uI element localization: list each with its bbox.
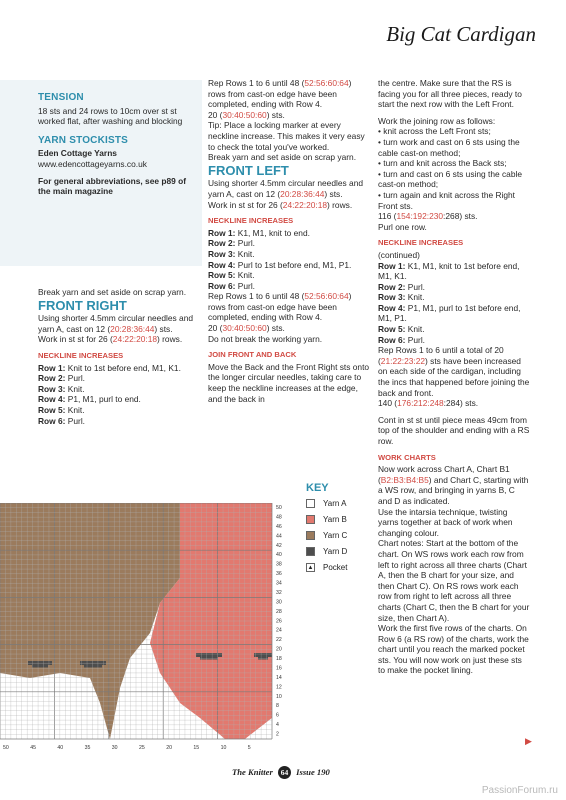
front-right-cast-on: Using shorter 4.5mm circular needles and yarn A, cast on 12 (20:28:36:44) sts. [38,313,194,334]
row-instruction: Row 5: Knit. [378,324,425,335]
break-yarn-text: Break yarn and set aside on scrap yarn. [38,287,187,297]
front-left-column [208,78,370,404]
y-tick-label: 26 [276,618,282,625]
join-heading: JOIN FRONT AND BACK [208,350,297,360]
y-tick-label: 32 [276,589,282,596]
no-break-text: Do not break the working yarn. [208,333,323,344]
yarn-d-mark [84,665,102,668]
row-instruction: Row 4: P1, M1, purl to 1st before end, M1, P1. [378,302,521,324]
pocket-icon: ▲ [307,565,314,571]
key-heading: KEY [306,482,329,494]
stitch-count: 20 (30:40:50:60) sts. [208,109,285,120]
y-tick-label: 38 [276,561,282,568]
bullet-item: • turn again and knit across the Right Front sts. [378,189,516,211]
repeat-text: Rep Rows 1 to 6 until 48 (52:56:60:64) rows from cast-on edge have been completed, ending with Row 4. [208,78,352,110]
info-column [38,90,198,197]
row-instruction: Row 2: Purl. [38,373,86,384]
row-instruction: Row 5: Knit. [208,270,255,281]
intarsia-text: Use the intarsia technique, twisting yarns together at back of work when changing colour. [378,506,513,538]
row-instruction: Row 1: Knit to 1st before end, M1, K1. [38,362,181,373]
x-tick-label: 40 [57,745,64,751]
yarn-d-mark [28,661,52,665]
stockist-name: Eden Cottage Yarns [38,148,117,159]
pocket-text: Work the first five rows of the charts. On Row 6 (a RS row) of the charts, work the chart until you reach the marked pocket sts. You will now work on just these sts to make the pocket lining. [378,623,529,676]
y-tick-label: 42 [276,542,282,549]
x-tick-label: 25 [139,745,145,751]
y-tick-label: 46 [276,523,282,530]
front-right-work: Work in st st for 26 (24:22:20:18) rows. [38,334,183,345]
swatch [306,547,315,556]
row-instruction: Row 4: P1, M1, purl to end. [38,394,141,405]
page-number-badge: 64 [278,766,291,779]
y-tick-label: 30 [276,599,282,606]
y-tick-label: 10 [276,693,282,700]
row-instruction: Row 1: K1, M1, knit to end. [208,227,310,238]
work-charts-text: Now work across Chart A, Chart B1 (B2:B3:B4:B5) and Chart C, starting with a WS row, and bringing in yarns B, C and D as indicated. [378,464,529,506]
front-left-work: Work in st st for 26 (24:22:20:18) rows. [208,199,353,210]
repeat-text: Rep Rows 1 to 6 until 48 (52:56:60:64) rows from cast-on edge have been completed, ending with Row 4. [208,291,352,323]
repeat-text: Rep Rows 1 to 6 until a total of 20 (21:22:23:22) sts have been increased on each side of the cardigan, including the incs that happened before joining the back and front. [378,345,530,398]
purl-row-text: Purl one row. [378,221,427,232]
row-instruction: Row 2: Purl. [378,281,426,292]
tension-text: 18 sts and 24 rows to 10cm over st st worked flat, after washing and blocking [38,105,183,127]
row-instruction: Row 4: Purl to 1st before end, M1, P1. [208,259,352,270]
yarn-d-mark [196,653,222,657]
stockists-heading: YARN STOCKISTS [38,134,129,146]
watermark: PassionForum.ru [481,785,558,796]
abbreviations-note: For general abbreviations, see p89 of the main magazine [38,175,187,197]
stitch-count: 140 (176:212:248:284) sts. [378,398,479,409]
y-tick-label: 28 [276,608,282,615]
bullet-item: • turn and knit across the Back sts; [378,158,507,169]
join-text: Move the Back and the Front Right sts onto the longer circular needles, taking care to keep the neckline increases at the edge, and the back in [208,361,370,404]
x-tick-label: 30 [111,745,118,751]
y-tick-label: 8 [276,703,279,710]
x-tick-label: 5 [247,745,251,751]
key-item-yarn-d: Yarn D [306,547,347,557]
key-item-yarn-a: Yarn A [306,499,346,509]
row-instruction: Row 3: Knit. [208,248,255,259]
y-tick-label: 18 [276,656,282,663]
row-instruction: Row 1: K1, M1, knit to 1st before end, M1, K1. [378,260,520,282]
front-left-cast-on: Using shorter 4.5mm circular needles and yarn A, cast on 12 (20:28:36:44) sts. [208,178,364,199]
x-tick-label: 50 [3,745,9,751]
join-continue-text: the centre. Make sure that the RS is facing you for all three pieces, ready to start the next row with the Left Front. [378,78,522,110]
front-left-heading: FRONT LEFT [208,162,289,178]
y-tick-label: 6 [276,712,279,719]
y-tick-label: 2 [276,731,279,738]
chart-notes-text: Chart notes: Start at the bottom of the chart. On WS rows work each row from left to right across all three charts (Chart A, then the B chart for your size, and then Chart C). On RS rows work each row from right to left across all three charts (Chart C, then the B chart for your size, then Chart A). [378,538,530,623]
bullet-item: • knit across the Left Front sts; [378,126,491,137]
front-right-heading: FRONT RIGHT [38,297,127,313]
joining-row-intro: Work the joining row as follows: [378,115,496,126]
y-tick-label: 24 [276,627,282,634]
bullet-item: • turn and cast on 6 sts using the cable cast-on method; [378,168,522,190]
yarn-d-mark [32,665,48,668]
y-tick-label: 14 [276,674,282,681]
row-instruction: Row 6: Purl. [208,280,256,291]
row-instruction: Row 3: Knit. [38,383,85,394]
row-instruction: Row 3: Knit. [378,292,425,303]
y-tick-label: 34 [276,580,282,587]
y-tick-label: 16 [276,665,282,672]
break-yarn-text: Break yarn and set aside on scrap yarn. [208,152,357,163]
y-tick-label: 20 [276,646,282,653]
neckline-heading: NECKLINE INCREASES [38,350,124,360]
yarn-d-mark [254,653,272,657]
key-item-pocket: ▲ Pocket [307,563,348,572]
continue-arrow-icon: ▶ [525,736,532,746]
key-item-yarn-c: Yarn C [306,531,347,541]
colour-chart [0,503,300,755]
x-tick-label: 35 [84,745,91,751]
y-tick-label: 12 [276,684,282,691]
swatch [306,499,315,508]
instructions-column [378,78,530,676]
continue-text: Cont in st st until piece meas 49cm from top of the shoulder and ending with a RS row. [378,414,530,446]
row-instruction: Row 6: Purl. [378,334,426,345]
chart-svg [0,503,300,755]
front-right-column [38,287,198,426]
y-tick-label: 40 [276,552,282,559]
y-tick-label: 48 [276,514,282,521]
x-tick-label: 45 [30,745,36,751]
y-tick-label: 50 [276,505,282,511]
yarn-d-mark [80,661,106,665]
y-tick-label: 36 [276,571,282,578]
bullet-item: • turn work and cast on 6 sts using the cable cast-on method; [378,136,520,158]
tension-heading: TENSION [38,92,84,103]
row-instruction: Row 6: Purl. [38,415,86,426]
x-tick-label: 20 [166,745,172,751]
swatch [306,531,315,540]
stockist-url[interactable]: www.edencottageyarns.co.uk [38,158,147,169]
neckline-heading: NECKLINE INCREASES [208,216,294,226]
continued-label: (continued) [378,249,420,260]
page-title: Big Cat Cardigan [386,22,536,46]
x-tick-label: 15 [193,745,200,751]
yarn-d-mark [200,657,218,660]
y-tick-label: 4 [276,722,279,729]
stitch-count: 20 (30:40:50:60) sts. [208,323,285,334]
row-instruction: Row 5: Knit. [38,404,85,415]
y-tick-label: 22 [276,637,282,644]
work-charts-heading: WORK CHARTS [378,452,436,462]
page-footer: The Knitter 64 Issue 190 [232,767,330,777]
swatch [306,515,315,524]
y-tick-label: 44 [276,533,282,540]
row-instruction: Row 2: Purl. [208,238,256,249]
x-tick-label: 10 [220,745,227,751]
stitch-count: 116 (154:192:230:268) sts. [378,211,478,222]
neckline-heading: NECKLINE INCREASES [378,238,464,248]
tip-text: Tip: Place a locking marker at every neckline increase. This makes it very easy to check the total you've worked. [208,120,365,152]
key-item-yarn-b: Yarn B [306,515,347,525]
